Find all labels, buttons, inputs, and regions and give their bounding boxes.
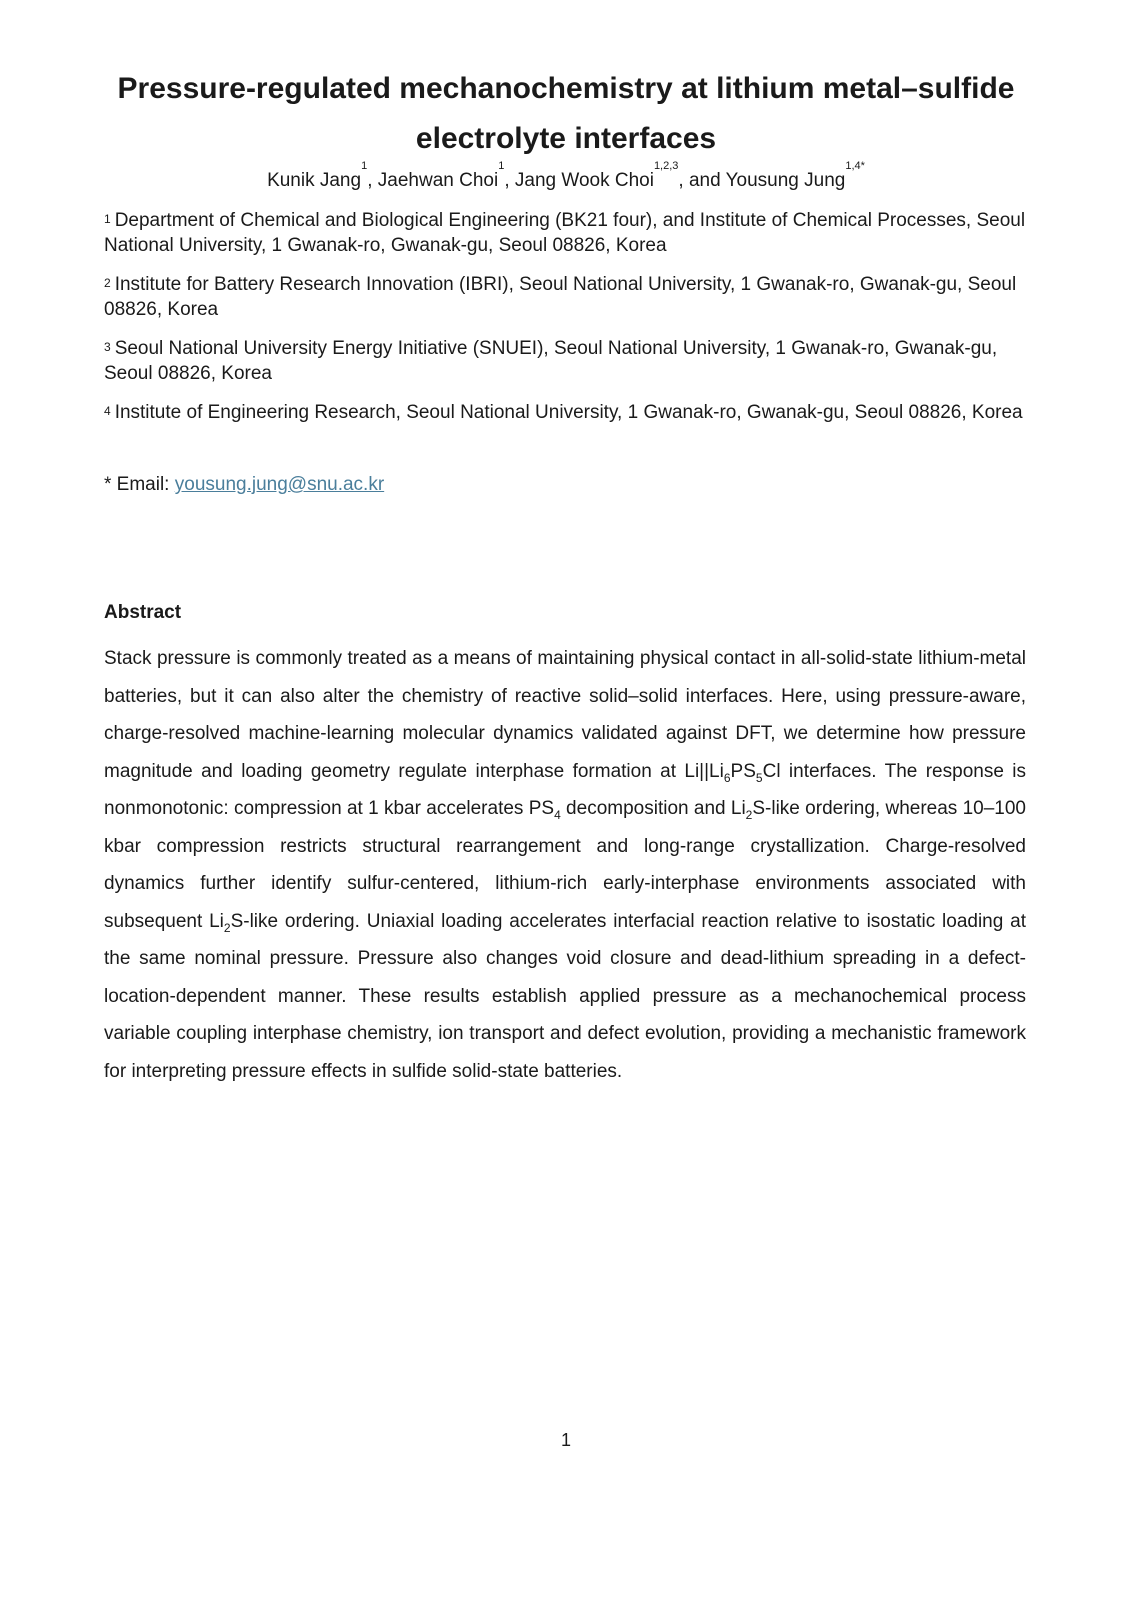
affiliation-text: Institute of Engineering Research, Seoul National University, 1 Gwanak-ro, Gwanak-gu, Seoul 08826, Korea (114, 402, 1023, 423)
author-affiliation-marker: 1,2,3 (653, 160, 679, 172)
author-separator: , (504, 170, 515, 191)
abstract-subscript: 2 (745, 807, 753, 822)
abstract-text: Stack pressure is commonly treated as a means of maintaining physical contact in all-solid-state lithium-metal batteries, but it can also alter the chemistry of reactive solid–solid interfaces. Here, using pressure-aware, charge-resolved machine-learning molecular dynamics validated against DFT, we determine how pressure magnitude and loading geometry regulate interphase formation at Li||Li (104, 648, 1026, 782)
email-link[interactable]: yousung.jung@snu.ac.kr (174, 474, 385, 495)
abstract-subscript: 4 (554, 807, 561, 822)
abstract-text: S-like ordering. Uniaxial loading accelerates interfacial reaction relative to isostatic loading at the same nominal pressure. Pressure also changes void closure and dead-lithium spreading in a defect-location-dependent manner. These results establish applied pressure as a mechanochemical process variable coupling interphase chemistry, ion transport and defect evolution, providing a mechanistic framework for interpreting pressure effects in sulfide solid-state batteries. (104, 910, 1026, 1082)
affiliation-3 (104, 336, 1034, 386)
abstract-text: decomposition and Li (560, 798, 746, 819)
affiliation-text: Seoul National University Energy Initiative (SNUEI), Seoul National University, 1 Gwanak-ro, Gwanak-gu, Seoul 08826, Korea (104, 338, 998, 384)
author-affiliation-marker: 1 (498, 160, 505, 172)
corresponding-email (104, 472, 384, 497)
email-prefix: * Email: (104, 474, 175, 495)
abstract-subscript: 6 (723, 770, 731, 785)
affiliation-number: 1 (104, 212, 111, 226)
abstract-subscript: 2 (223, 920, 231, 935)
author-list (80, 160, 1052, 194)
author-separator: , and (678, 170, 726, 191)
affiliation-number: 3 (104, 340, 111, 354)
paper-title: Pressure-regulated mechanochemistry at lithium metal–sulfide electrolyte interfaces (117, 72, 1015, 155)
author-affiliation-marker: 1 (361, 160, 368, 172)
affiliation-1 (104, 208, 1034, 258)
abstract-text: PS (730, 760, 756, 782)
abstract-heading: Abstract (104, 602, 182, 623)
affiliation-number: 4 (104, 404, 111, 418)
affiliation-text: Department of Chemical and Biological Engineering (BK21 four), and Institute of Chemical Processes, Seoul National University, 1 Gwanak-ro, Gwanak-gu, Seoul 08826, Korea (104, 210, 1026, 256)
affiliation-2 (104, 272, 1034, 322)
author-separator: , (367, 170, 378, 191)
abstract-text: S-like ordering, whereas 10–100 kbar compression restricts structural rearrangement and long-range crystallization. Charge-resolved dynamics further identify sulfur-centered, lithium-rich early-interphase environments associated with subsequent Li (104, 798, 1026, 932)
author-name: Yousung Jung (725, 170, 846, 191)
affiliation-number: 2 (104, 276, 111, 290)
author-affiliation-marker: 1,4* (845, 160, 865, 172)
page-number: 1 (560, 1430, 571, 1450)
abstract-text: Cl interfaces. The response is nonmonotonic: compression at 1 kbar accelerates PS (104, 760, 1026, 819)
affiliation-text: Institute for Battery Research Innovation (IBRI), Seoul National University, 1 Gwanak-ro, Gwanak-gu, Seoul 08826, Korea (104, 274, 1017, 320)
affiliation-4 (104, 400, 1034, 425)
author-name: Jaehwan Choi (377, 170, 499, 191)
author-name: Kunik Jang (267, 170, 362, 191)
abstract-subscript: 5 (755, 770, 763, 785)
author-name: Jang Wook Choi (514, 170, 654, 191)
abstract-body (104, 640, 1026, 1090)
